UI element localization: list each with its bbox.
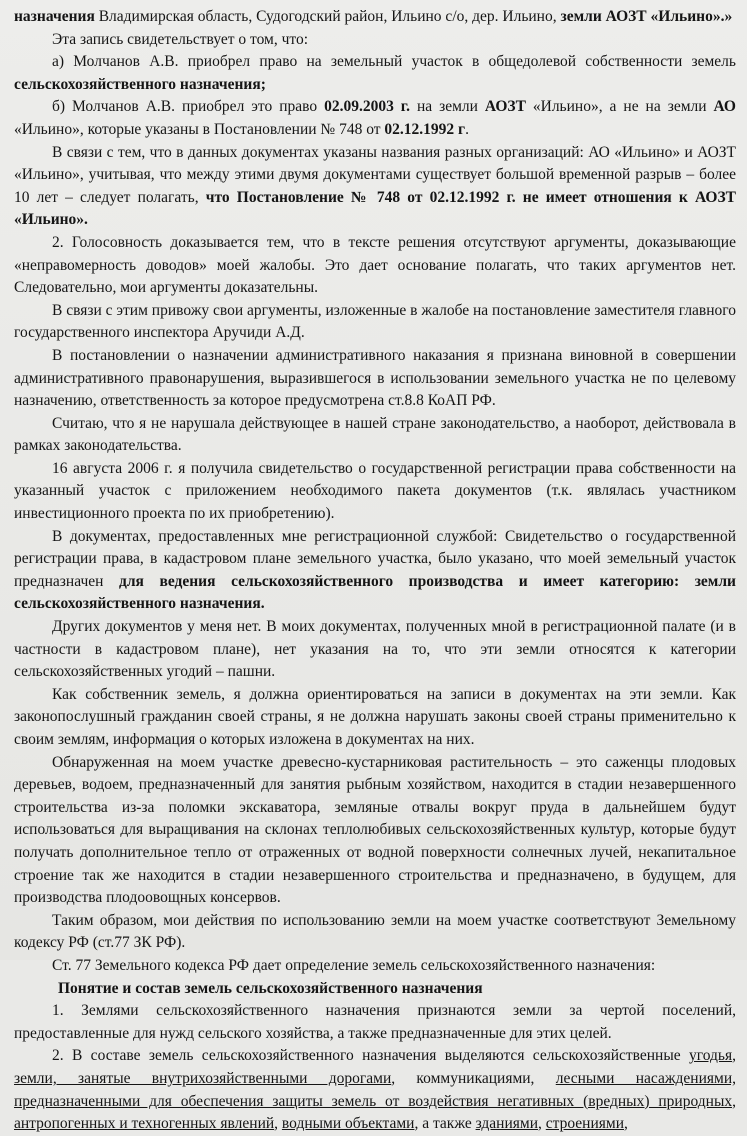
section-heading: Понятие и состав земель сельскохозяйственного назначения (58, 979, 483, 997)
paragraph: В связи с этим привожу свои аргументы, изложенные в жалобе на постановление заместителя главного государственного инспектора Аручиди А.Д. (14, 301, 737, 342)
underlined-text: строениями (545, 1115, 624, 1133)
text-run: , а также (414, 1115, 476, 1133)
paragraph: Других документов у меня нет. В моих документах, полученных мной в регистрационной палате (и в частности в кадастровом плане), нет указания на то, что эти земли относятся к категории сельскохозяйственных угодий – пашни. (14, 618, 736, 681)
underlined-text: водными объектами (281, 1115, 415, 1133)
paragraph: Эта запись свидетельствует о том, что: (52, 30, 309, 48)
bold-text: АОЗТ (484, 98, 526, 116)
bold-text: 02.09.2003 г. (324, 98, 410, 116)
paragraph (14, 526, 736, 616)
bold-text: назначения (14, 8, 95, 25)
paragraph (14, 142, 736, 232)
bold-text: 02.12.1992 г (384, 120, 466, 138)
paragraph: Таким образом, мои действия по использованию земли на моем участке соответствуют Земельному кодексу РФ (ст.77 ЗК РФ). (14, 911, 736, 952)
text-run: , (732, 1047, 736, 1065)
text-run: , коммуникациями, (391, 1069, 556, 1087)
paragraph: Считаю, что я не нарушала действующее в нашей стране законодательство, а наоборот, действовала в рамках законодательства. (14, 414, 736, 455)
paragraph (14, 51, 736, 96)
text-run: б) Молчанов А.В. приобрел это право (52, 98, 325, 116)
text-run: на земли (409, 98, 485, 116)
text-run: , (624, 1115, 628, 1133)
paragraph (14, 96, 736, 141)
bold-text: для ведения сельскохозяйственного производства и имеет категорию: земли сельскохозяйственного назначения. (14, 572, 736, 613)
text-run: «Ильино», а не на земли (525, 98, 714, 116)
paragraph (14, 1045, 736, 1135)
paragraph: 1. Землями сельскохозяйственного назначения признаются земли за чертой поселений, предоставленные для нужд сельского хозяйства, а также предназначенные для этих целей. (14, 1002, 736, 1042)
paragraph (14, 6, 736, 29)
text-run: Владимирская область, Судогодский район, Ильино с/о, дер. Ильино, (94, 8, 561, 25)
text-run: В документах, предоставленных мне регистрационной службой: Свидетельство о государственной регистрации права, в кадастровом плане земельного участка, было указано, что моей земельный участок предназначен (14, 527, 736, 590)
text-run: , (538, 1115, 546, 1133)
text-run: а) Молчанов А.В. приобрел право на земельный участок в общедолевой собственности земель (52, 53, 736, 71)
text-run: 2. В составе земель сельскохозяйственного назначения выделяются сельскохозяйственные (52, 1047, 690, 1065)
underlined-text: угодья (689, 1047, 733, 1065)
text-run: , (274, 1115, 282, 1133)
paragraph: 2. Голосовность доказывается тем, что в тексте решения отсутствуют аргументы, доказывающие «неправомерность доводов» моей жалобы. Это дает основание полагать, что таких аргументов нет. Следовательно, мои аргументы доказательны. (14, 233, 736, 297)
bold-text: сельскохозяйственного назначения; (14, 75, 266, 93)
text-run: В связи с тем, что в данных документах указаны названия разных организаций: АО «Ильино» и АОЗТ «Ильино», учитывая, что между этими двумя документами существует большой временной разрыв – более 10 лет – следует полагать, (14, 143, 736, 206)
document-body (14, 6, 736, 1136)
paragraph: Как собственник земель, я должна ориентироваться на записи в документах на эти земли. Как законопослушный гражданин своей страны, я не должна нарушать законы своей страны применительно к своим землям, информация о которых изложена в документах на них. (14, 685, 736, 748)
text-run: . (465, 120, 469, 138)
paragraph: 16 августа 2006 г. я получила свидетельство о государственной регистрации права собственности на указанный участок с приложением необходимого пакета документов (т.к. являлась участником инвестиционного проекта по их приобретению). (14, 459, 736, 523)
bold-text: АО (713, 98, 736, 116)
paragraph: Обнаруженная на моем участке древесно-кустарниковая растительность – это саженцы плодовых деревьев, водоем, предназначенный для занятия рыбным хозяйством, находится в стадии незавершенного строительства из-за поломки экскаватора, земляные отвалы вокруг пруда в дальнейшем будут использоваться для выращивания на склонах теплолюбивых сельскохозяйственных культур, которые будут получать дополнительное тепло от отраженных от водной поверхности солнечных лучей, некапитальное строение так же находится в стадии незавершенного строительства и предназначено, в будущем, для производства плодоовощных консервов. (14, 753, 736, 907)
underlined-text: лесными насаждениями, предназначенными для обеспечения защиты земель от воздействия негативных (вредных) природных, антропогенных и техногенных явлений (14, 1069, 737, 1133)
underlined-text: земли, занятые внутрихозяйственными дорогами (14, 1069, 392, 1087)
underlined-text: зданиями (475, 1115, 539, 1133)
bold-text: что Постановление № 748 от 02.12.1992 г. не имеет отношения к АОЗТ «Ильино». (14, 188, 736, 229)
text-run: «Ильино», которые указаны в Постановлении № 748 от (14, 120, 385, 138)
paragraph: Ст. 77 Земельного кодекса РФ дает определение земель сельскохозяйственного назначения: (52, 956, 656, 974)
paragraph: В постановлении о назначении административного наказания я признана виновной в совершении административного правонарушения, выразившегося в использовании земельного участка не по целевому назначению, ответственность за которое предусмотрена ст.8.8 КоАП РФ. (14, 346, 736, 410)
bold-text: земли АОЗТ «Ильино».» (560, 8, 733, 25)
